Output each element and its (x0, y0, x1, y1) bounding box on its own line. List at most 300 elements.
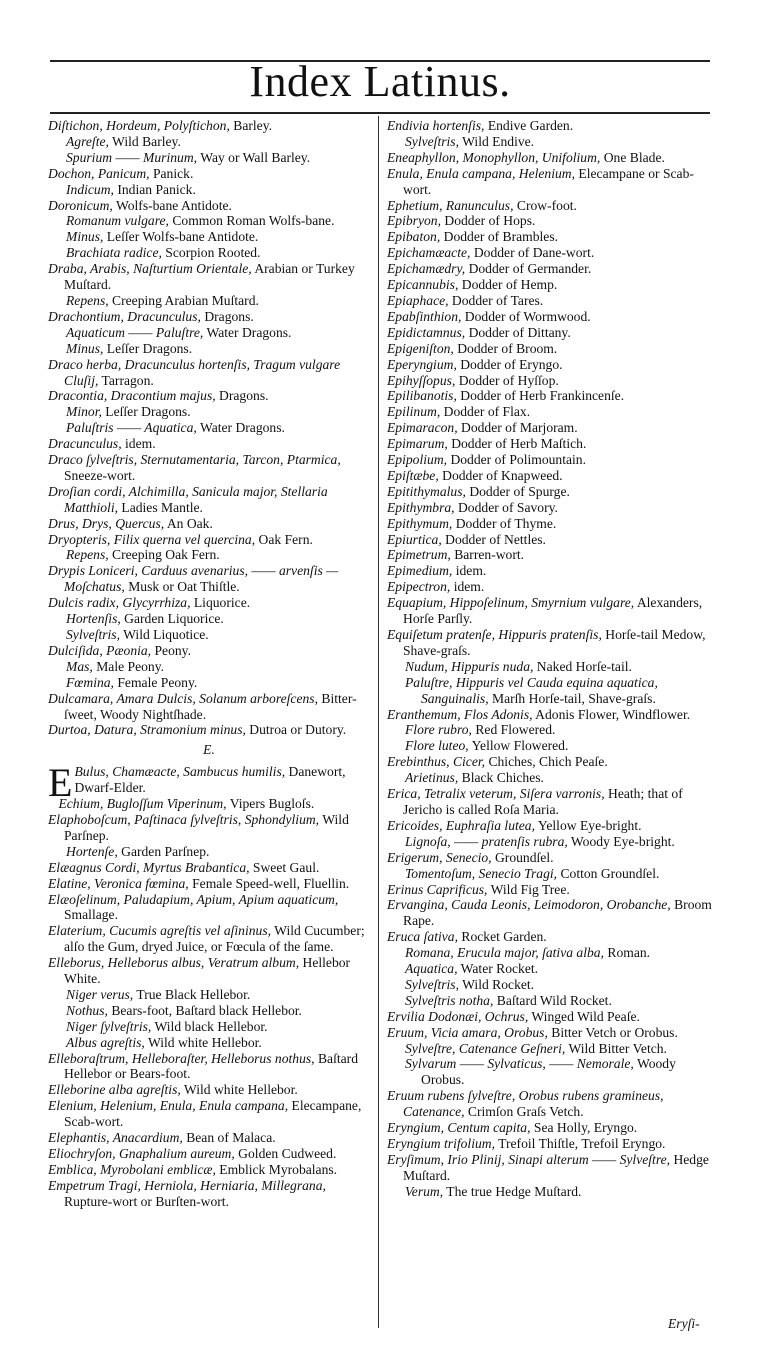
index-subentry (387, 134, 717, 150)
english-name: Male Peony. (92, 658, 165, 674)
english-name: Ladies Mantle. (118, 499, 203, 515)
latin-name: Erinus Caprificus, (387, 881, 488, 897)
latin-name: Emblica, Myrobolani emblicæ, (48, 1161, 216, 1177)
english-name: Bean of Malaca. (182, 1130, 276, 1146)
english-name: Dodder of Broom. (453, 340, 558, 356)
latin-name: Eruum, Vicia amara, Orobus, (387, 1024, 548, 1040)
english-name: Groundſel. (491, 849, 554, 865)
index-entry (48, 436, 370, 452)
index-entry (48, 118, 370, 134)
index-entry (387, 786, 717, 818)
latin-name: Diſtichon, Hordeum, Polyſtichon, (48, 118, 230, 133)
latin-name: Epihyſſopus, (387, 372, 456, 388)
latin-name: Epipectron, (387, 579, 451, 595)
index-entry (48, 532, 370, 548)
index-subentry (387, 866, 717, 882)
english-name: Hedge Muſtard. (403, 1151, 709, 1183)
english-name: Golden Cudweed. (234, 1146, 337, 1161)
index-subentry (48, 404, 370, 420)
english-name: Dodder of Herb Frankincenſe. (456, 388, 625, 404)
index-entry (387, 452, 717, 468)
latin-name: Dulcamara, Amara Dulcis, Solanum arboreſcens, (48, 690, 318, 706)
latin-name: Epimarum, (387, 436, 448, 452)
index-subentry (387, 1184, 717, 1200)
latin-name: Arietinus, (405, 770, 459, 786)
latin-name: Endivia hortenſis, (387, 118, 485, 133)
latin-name: Indicum, (66, 181, 114, 197)
latin-name: Epidictamnus, (387, 324, 466, 340)
index-entry (387, 293, 717, 309)
latin-name: Erica, Tetralix veterum, Siſera varronis, (387, 786, 605, 802)
english-name: True Black Hellebor. (133, 986, 251, 1002)
english-name: idem. (452, 563, 487, 579)
english-name: Dodder of Tares. (448, 292, 544, 308)
latin-name: Erebinthus, Cicer, (387, 754, 486, 770)
latin-name: Elatine, Veronica fœmina, (48, 875, 189, 891)
title-rule (50, 112, 710, 114)
english-name: Winged Wild Peaſe. (528, 1008, 640, 1024)
english-name: Broom Rape. (403, 897, 712, 929)
latin-name: Draba, Arabis, Naſturtium Orientale, (48, 261, 252, 277)
index-entry (387, 595, 717, 627)
latin-name: Draco ſylveſtris, Sternutamentaria, Tarcon, Ptarmica, (48, 452, 341, 468)
latin-name: Hortenſe, (66, 843, 118, 859)
english-name: Water Dragons. (203, 324, 292, 340)
english-name: idem. (121, 436, 156, 452)
latin-name: Minus, (66, 340, 104, 356)
english-name: Smallage. (64, 907, 118, 923)
index-entry (48, 261, 370, 293)
latin-name: Lignoſa, —— pratenſis rubra, (405, 833, 568, 849)
latin-name: Ericoides, Euphraſia lutea, (387, 817, 536, 833)
latin-name: Eliochryſon, Gnaphalium aureum, (48, 1146, 235, 1161)
index-entry (387, 373, 717, 389)
english-name: Crimſon Graſs Vetch. (464, 1104, 584, 1120)
english-name: Trefoil Thiſtle, Trefoil Eryngo. (495, 1136, 666, 1151)
index-entry (387, 229, 717, 245)
english-name: Dodder of Marjoram. (457, 420, 578, 436)
index-entry (48, 563, 370, 595)
latin-name: Epitithymalus, (387, 483, 466, 499)
latin-name: Epichamæacte, (387, 245, 471, 261)
english-name: Leſſer Dragons. (101, 404, 191, 420)
latin-name: Epilibanotis, (387, 388, 457, 404)
english-name: Dragons. (200, 308, 254, 324)
latin-name: Hortenſis, (66, 611, 121, 627)
index-entry (48, 722, 370, 738)
latin-name: Epilinum, (387, 404, 441, 420)
english-name: Wild white Hellebor. (144, 1034, 262, 1050)
index-subentry (387, 1041, 717, 1057)
latin-name: Sylveſtre, Catenance Geſneri, (405, 1040, 566, 1056)
index-subentry (387, 675, 717, 707)
index-entry (48, 516, 370, 532)
latin-name: Dulcis radix, Glycyrrhiza, (48, 595, 191, 611)
english-name: Wild Cucumber; alſo the Gum, dryed Juice, or Fœcula of the ſame. (64, 923, 365, 955)
latin-name: Niger ſylveſtris, (66, 1018, 152, 1034)
latin-name: Eryſimum, Irio Plinij, Sinapi alterum —— Sylveſtre, (387, 1151, 671, 1167)
english-name: Dodder of Flax. (440, 404, 531, 420)
index-entry (48, 484, 370, 516)
latin-name: Elleborus, Helleborus albus, Veratrum album, (48, 955, 300, 971)
index-subentry (48, 182, 370, 198)
english-name: Emblick Myrobalans. (215, 1161, 338, 1177)
english-name: Barley. (229, 118, 273, 133)
column-divider (378, 116, 379, 1328)
latin-name: Flore rubro, (405, 722, 472, 738)
index-entry (387, 484, 717, 500)
index-entry (387, 420, 717, 436)
latin-name: Durtoa, Datura, Stramonium minus, (48, 722, 246, 738)
english-name: Wild Liquotice. (119, 627, 209, 642)
index-entry (48, 388, 370, 404)
english-name: Water Dragons. (196, 420, 285, 436)
english-name: Barren-wort. (450, 547, 525, 563)
index-entry (387, 929, 717, 945)
index-entry (387, 754, 717, 770)
latin-name: Epithymbra, (387, 499, 455, 515)
latin-name: Epiſtæbe, (387, 467, 439, 483)
latin-name: Drus, Drys, Quercus, (48, 515, 165, 531)
latin-name: Sylveſtris notha, (405, 992, 494, 1008)
latin-name: Dryopteris, Filix querna vel quercina, (48, 531, 256, 547)
index-entry (387, 818, 717, 834)
english-name: Leſſer Wolfs-bane Antidote. (103, 229, 259, 245)
english-name: Dodder of Thyme. (452, 515, 557, 531)
index-entry (387, 1136, 717, 1152)
latin-name: Equapium, Hippoſelinum, Smyrnium vulgare, (387, 595, 635, 611)
index-subentry (48, 611, 370, 627)
english-name: Horſe-tail Medow, Shave-graſs. (403, 627, 706, 658)
latin-name: Dracontia, Dracontium majus, (48, 388, 216, 404)
english-name: Wild white Hellebor. (180, 1082, 298, 1098)
latin-name: Dochon, Panicum, (48, 165, 150, 181)
english-name: Wild Endive. (458, 133, 535, 149)
latin-name: Elaterium, Cucumis agreſtis vel aſininus, (48, 923, 272, 939)
english-name: Baſtard Hellebor or Bears-foot. (64, 1050, 358, 1082)
index-subentry (387, 977, 717, 993)
right-column (387, 118, 717, 1200)
english-name: Panick. (149, 165, 194, 181)
latin-name: Epichamædry, (387, 261, 466, 277)
index-entry (48, 1146, 370, 1162)
english-name: Dodder of Herb Maſtich. (447, 436, 587, 452)
latin-name: Erigerum, Senecio, (387, 849, 492, 865)
english-name: Heath; that of Jericho is called Roſa Maria. (403, 786, 683, 817)
latin-name: Spurium —— Murinum, (66, 149, 198, 165)
catchword: Eryſi- (668, 1316, 700, 1331)
latin-name: Equiſetum pratenſe, Hippuris pratenſis, (387, 627, 602, 642)
latin-name: Epiaphace, (387, 292, 449, 308)
index-subentry (387, 738, 717, 754)
english-name: Indian Panick. (113, 181, 196, 197)
latin-name: Agreſte, (66, 133, 109, 149)
left-column (48, 118, 370, 1210)
index-subentry (48, 1019, 370, 1035)
index-entry (48, 1082, 370, 1098)
english-name: Dodder of Eryngo. (456, 356, 563, 372)
latin-name: Epigeniſton, (387, 340, 454, 356)
index-entry (387, 277, 717, 293)
english-name: Bitter Vetch or Orobus. (547, 1024, 678, 1040)
index-entry (48, 198, 370, 214)
english-name: Dodder of Nettles. (441, 531, 546, 547)
index-entry (387, 198, 717, 214)
index-entry (387, 261, 717, 277)
index-entry (387, 1152, 717, 1184)
english-name: Wild black Hellebor. (151, 1018, 268, 1034)
english-name: Scorpion Rooted. (161, 245, 261, 261)
latin-name: Nudum, Hippuris nuda, (405, 658, 534, 674)
latin-name: Elenium, Helenium, Enula, Enula campana, (48, 1098, 289, 1114)
index-subentry (48, 659, 370, 675)
index-entry (387, 850, 717, 866)
index-entry (48, 166, 370, 182)
english-name: Cotton Groundſel. (557, 865, 660, 881)
english-name: idem. (450, 579, 485, 595)
latin-name: Eryngium, Centum capita, (387, 1120, 531, 1136)
latin-name: Niger verus, (66, 986, 134, 1002)
english-name: An Oak. (164, 515, 213, 531)
index-entry (387, 1025, 717, 1041)
english-name: Adonis Flower, Windflower. (532, 706, 691, 722)
latin-name: Paluſtre, Hippuris vel Cauda equina aquatica, Sanguinalis, (405, 674, 658, 706)
english-name: Tarragon. (98, 372, 154, 388)
english-name: Wild Fig Tree. (487, 881, 570, 897)
index-entry (387, 357, 717, 373)
index-subentry (48, 293, 370, 309)
english-name: Marſh Horſe-tail, Shave-graſs. (488, 690, 656, 706)
index-entry (48, 309, 370, 325)
english-name: Dodder of Hemp. (458, 277, 558, 293)
index-subentry (48, 547, 370, 563)
english-name: Dodder of Savory. (454, 499, 558, 515)
index-subentry (387, 659, 717, 675)
latin-name: Minus, (66, 229, 104, 245)
index-subentry (48, 1035, 370, 1051)
latin-name: Romana, Erucula major, ſativa alba, (405, 945, 604, 961)
index-entry (48, 595, 370, 611)
index-entry (48, 812, 370, 844)
latin-name: Drachontium, Dracunculus, (48, 308, 201, 324)
index-subentry (48, 213, 370, 229)
index-entry (387, 245, 717, 261)
latin-name: Ervilia Dodonæi, Ochrus, (387, 1008, 529, 1024)
english-name: Sneeze-wort. (64, 467, 136, 483)
english-name: Dutroa or Dutory. (245, 722, 347, 738)
index-subentry (48, 325, 370, 341)
latin-name: Epabſinthion, (387, 308, 462, 324)
english-name: Yellow Eye-bright. (535, 817, 642, 833)
index-subentry (48, 245, 370, 261)
english-name: Black Chiches. (458, 770, 544, 786)
english-name: Creeping Arabian Muſtard. (108, 292, 259, 308)
english-name: Dragons. (215, 388, 269, 404)
latin-name: Albus agreſtis, (66, 1034, 145, 1050)
latin-name: Romanum vulgare, (66, 213, 169, 229)
english-name: Wolfs-bane Antidote. (112, 197, 232, 213)
english-name: Musk or Oat Thiſtle. (124, 579, 240, 595)
english-name: Wild Bitter Vetch. (565, 1040, 667, 1056)
latin-name: Minor, (66, 404, 102, 420)
latin-name: Eranthemum, Flos Adonis, (387, 706, 533, 722)
index-subentry (48, 987, 370, 1003)
index-subentry (387, 834, 717, 850)
english-name: Way or Wall Barley. (197, 149, 311, 165)
index-entry (48, 357, 370, 389)
drop-cap: E (48, 760, 73, 806)
latin-name: Bulus, Chamæacte, Sambucus humilis, (74, 764, 286, 780)
index-entry (387, 627, 717, 659)
english-name: Dodder of Dane-wort. (470, 245, 595, 261)
english-name: Danewort, Dwarf-Elder. (74, 764, 346, 796)
latin-name: Enula, Enula campana, Helenium, (387, 165, 576, 181)
latin-name: Epimetrum, (387, 547, 451, 563)
index-entry (48, 955, 370, 987)
english-name: Arabian or Turkey Muſtard. (64, 261, 355, 293)
latin-name: Droſian cordi, Alchimilla, Sanicula major, Stellaria Matthioli, (48, 483, 328, 515)
english-name: Dodder of Polimountain. (447, 452, 586, 468)
index-entry (387, 118, 717, 134)
english-name: Endive Garden. (484, 118, 574, 133)
english-name: Dodder of Wormwood. (461, 308, 591, 324)
index-entry (387, 707, 717, 723)
index-entry (387, 404, 717, 420)
index-entry (387, 579, 717, 595)
index-entry (387, 882, 717, 898)
latin-name: Elleborine alba agreſtis, (48, 1082, 181, 1098)
english-name: Yellow Flowered. (468, 738, 569, 754)
index-subentry (48, 1003, 370, 1019)
english-name: Oak Fern. (255, 531, 313, 547)
latin-name: Empetrum Tragi, Herniola, Herniaria, Millegrana, (48, 1177, 326, 1193)
english-name: Sweet Gaul. (249, 859, 320, 875)
english-name: Hellebor White. (64, 955, 351, 987)
latin-name: Eneaphyllon, Monophyllon, Unifolium, (387, 149, 601, 165)
index-entry (387, 436, 717, 452)
index-entry (387, 547, 717, 563)
english-name: Rocket Garden. (457, 929, 547, 945)
english-name: Rupture-wort or Burſten-wort. (64, 1193, 229, 1209)
latin-name: Echium, Bugloſſum Viperinum, (58, 796, 227, 812)
latin-name: Epipolium, (387, 452, 448, 468)
english-name: Dodder of Hops. (441, 213, 536, 229)
index-entry (387, 341, 717, 357)
index-entry (48, 876, 370, 892)
index-entry (48, 643, 370, 659)
index-subentry (387, 945, 717, 961)
latin-name: Paluſtris —— Aquatica, (66, 420, 197, 436)
english-name: Leſſer Dragons. (103, 340, 193, 356)
index-entry (387, 532, 717, 548)
english-name: Female Speed-well, Fluellin. (188, 875, 350, 891)
latin-name: Drypis Loniceri, Carduus avenarius, —— arvenſis —Moſchatus, (48, 563, 339, 595)
latin-name: Epibryon, (387, 213, 441, 229)
index-subentry (48, 341, 370, 357)
english-name: Roman. (604, 945, 651, 961)
latin-name: Repens, (66, 547, 109, 563)
index-subentry (387, 770, 717, 786)
latin-name: Flore luteo, (405, 738, 469, 754)
latin-name: Epimedium, (387, 563, 453, 579)
english-name: Peony. (151, 642, 191, 658)
latin-name: Epiurtica, (387, 531, 442, 547)
latin-name: Elephantis, Anacardium, (48, 1130, 183, 1146)
latin-name: Nothus, (66, 1002, 108, 1018)
latin-name: Sylveſtris, (66, 627, 120, 642)
index-entry (387, 166, 717, 198)
latin-name: Dulciſida, Pæonia, (48, 642, 152, 658)
english-name: Baſtard Wild Rocket. (493, 992, 612, 1008)
index-subentry (48, 844, 370, 860)
english-name: Alexanders, Horſe Parſly. (403, 595, 703, 627)
english-name: Creeping Oak Fern. (108, 547, 220, 563)
index-subentry (387, 993, 717, 1009)
index-entry (387, 309, 717, 325)
index-subentry (48, 150, 370, 166)
english-name: Wild Parſnep. (64, 811, 349, 843)
latin-name: Draco herba, Dracunculus hortenſis, Tragum vulgare Cluſij, (48, 356, 341, 388)
index-entry (387, 516, 717, 532)
index-entry (48, 892, 370, 924)
latin-name: Fœmina, (66, 674, 114, 690)
index-subentry (387, 1056, 717, 1088)
index-entry (48, 691, 370, 723)
english-name: Dodder of Germander. (465, 261, 592, 277)
index-entry (387, 563, 717, 579)
english-name: Common Roman Wolfs-bane. (168, 213, 335, 229)
latin-name: Aquatica, (405, 961, 458, 977)
latin-name: Mas, (66, 658, 93, 674)
latin-name: Ervangina, Cauda Leonis, Leimodoron, Orobanche, (387, 897, 671, 913)
page-title: Index Latinus. (249, 57, 511, 106)
index-subentry (48, 134, 370, 150)
english-name: Liquorice. (190, 595, 251, 611)
index-subentry (48, 675, 370, 691)
english-name: Wild Rocket. (458, 976, 535, 992)
latin-name: Sylveſtris, (405, 133, 459, 149)
index-subentry (48, 229, 370, 245)
latin-name: Elaphoboſcum, Paſtinaca ſylveſtris, Sphondylium, (48, 811, 320, 827)
latin-name: Epicannubis, (387, 277, 459, 293)
english-name: Dodder of Hyſſop. (455, 372, 559, 388)
latin-name: Ephetium, Ranunculus, (387, 197, 514, 213)
latin-name: Elæoſelinum, Paludapium, Apium, Apium aquaticum, (48, 891, 339, 907)
index-entry (387, 500, 717, 516)
latin-name: Epimaracon, (387, 420, 458, 436)
english-name: Elecampane, Scab-wort. (64, 1098, 362, 1130)
index-entry (387, 388, 717, 404)
index-subentry (48, 627, 370, 643)
english-name: Dodder of Spurge. (465, 483, 570, 499)
index-entry (387, 213, 717, 229)
latin-name: Eruca ſativa, (387, 929, 458, 945)
latin-name: Verum, (405, 1183, 444, 1199)
latin-name: Sylveſtris, (405, 976, 459, 992)
latin-name: Elleboraſtrum, Helleboraſter, Helleborus nothus, (48, 1050, 315, 1066)
latin-name: Epithymum, (387, 515, 453, 531)
latin-name: Repens, (66, 292, 109, 308)
english-name: Red Flowered. (471, 722, 556, 738)
index-entry (387, 1120, 717, 1136)
english-name: Naked Horſe-tail. (533, 658, 632, 674)
english-name: Garden Parſnep. (117, 843, 210, 859)
english-name: Elecampane or Scab-wort. (403, 165, 694, 197)
index-entry (48, 860, 370, 876)
latin-name: Elæagnus Cordi, Myrtus Brabantica, (48, 859, 250, 875)
english-name: Garden Liquorice. (120, 611, 224, 627)
latin-name: Eruum rubens ſylveſtre, Orobus rubens gramineus, Catenance, (387, 1088, 664, 1120)
